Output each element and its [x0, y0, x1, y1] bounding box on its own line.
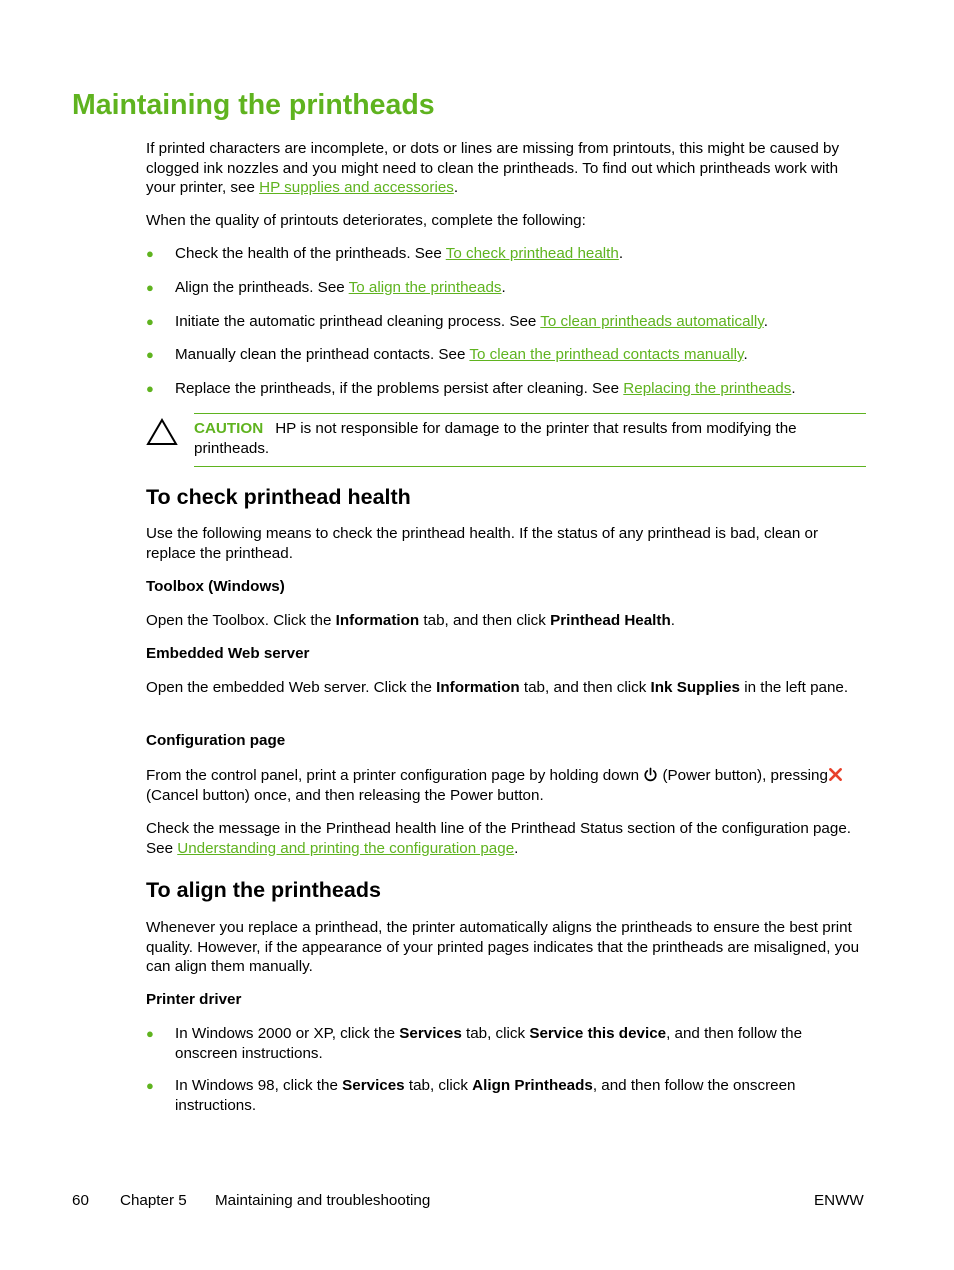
subheading-ews: Embedded Web server — [146, 645, 310, 662]
subheading-config: Configuration page — [146, 732, 286, 749]
bullet-icon: ● — [146, 1026, 154, 1041]
power-icon — [643, 767, 658, 782]
bullet-icon: ● — [146, 347, 154, 362]
caution-box — [194, 413, 866, 467]
link-check-printhead-health[interactable]: To check printhead health — [445, 245, 619, 262]
link-clean-automatically[interactable]: To clean printheads automatically — [540, 313, 764, 330]
page-title: Maintaining the printheads — [72, 89, 435, 121]
link-hp-supplies[interactable]: HP supplies and accessories — [259, 179, 454, 196]
section-heading-align: To align the printheads — [146, 878, 381, 902]
footer-right: ENWW — [814, 1192, 864, 1209]
caution-label: CAUTION — [194, 420, 264, 437]
bullet-icon: ● — [146, 314, 154, 329]
toolbox-paragraph: Open the Toolbox. Click the Information tab, and then click Printhead Health. — [146, 612, 675, 629]
bullet-icon: ● — [146, 1078, 154, 1093]
link-clean-contacts-manually[interactable]: To clean the printhead contacts manually — [469, 346, 744, 363]
bullet-icon: ● — [146, 381, 154, 396]
caution-text: HP is not responsible for damage to the printer that results from modifying the printheads. — [194, 420, 797, 457]
intro-paragraph: If printed characters are incomplete, or dots or lines are missing from printouts, this might be caused by clogged ink nozzles and you might need to clean the printheads. To find out which printheads work with your printer, see HP supplies and accessories. — [146, 140, 840, 196]
subheading-toolbox: Toolbox (Windows) — [146, 578, 285, 595]
bullet-icon: ● — [146, 280, 154, 295]
ews-paragraph: Open the embedded Web server. Click the Information tab, and then click Ink Supplies in the left pane. — [146, 679, 849, 696]
section-heading-check: To check printhead health — [146, 485, 411, 509]
cancel-icon — [828, 767, 843, 782]
link-align-printheads[interactable]: To align the printheads — [348, 279, 502, 296]
footer-chapter: Chapter 5 — [120, 1192, 187, 1209]
message-paragraph: Check the message in the Printhead health line of the Printhead Status section of the configuration page. See Understanding and printing the configuration page. — [146, 820, 851, 857]
bullet-icon: ● — [146, 246, 154, 261]
footer-page-number: 60 — [72, 1192, 89, 1209]
footer-section: Maintaining and troubleshooting — [215, 1192, 431, 1209]
caution-icon — [146, 418, 178, 446]
config-paragraph: From the control panel, print a printer configuration page by holding down (Power button), pressing (Cancel button) once, and then releasing the Power button. — [146, 766, 866, 805]
quality-intro: When the quality of printouts deteriorates, complete the following: — [146, 212, 586, 229]
check-intro: Use the following means to check the printhead health. If the status of any printhead is bad, clean or replace the printhead. — [146, 525, 819, 562]
align-intro: Whenever you replace a printhead, the printer automatically aligns the printheads to ensure the best print quality. However, if the appearance of your printed pages indicates that the printheads are misaligned, you can align them manually. — [146, 919, 860, 975]
link-replacing-printheads[interactable]: Replacing the printheads — [623, 380, 792, 397]
subheading-printer-driver: Printer driver — [146, 991, 242, 1008]
link-configuration-page[interactable]: Understanding and printing the configuration page — [177, 839, 515, 857]
